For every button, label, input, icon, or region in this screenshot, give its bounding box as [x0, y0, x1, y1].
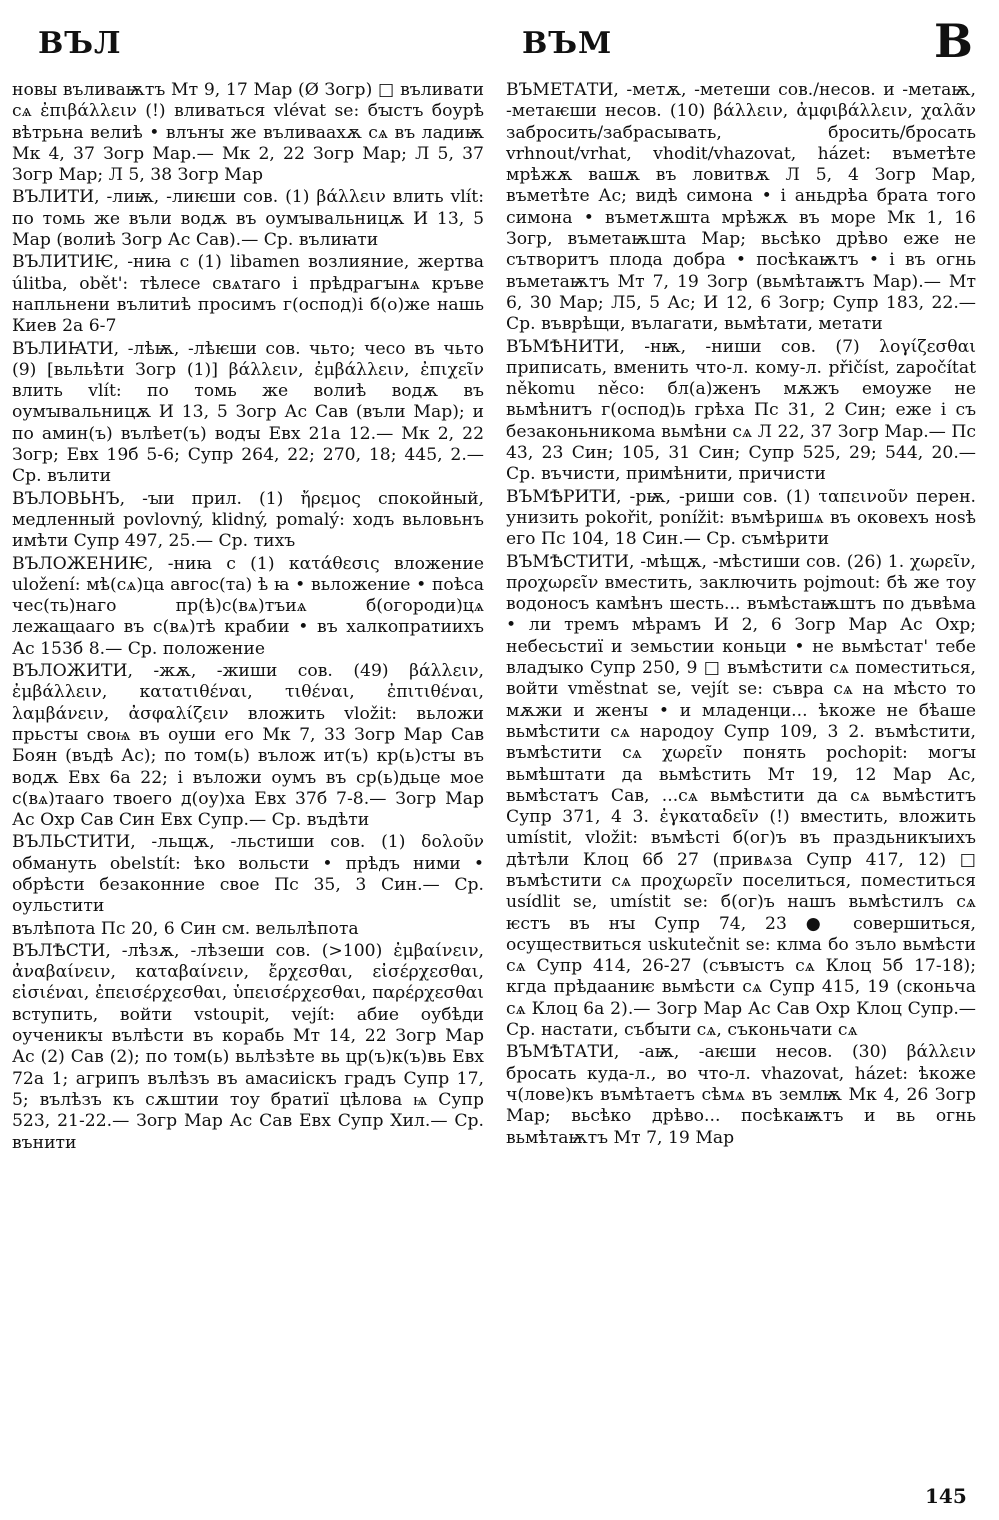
entry-vulitie: ВЪЛИТИѤ, -ниꙗ с (1) libamen возлияние, жертва úlitba, obět': тѣлесе свѧтаго і прѣдрагꙑнѧ кръве напльнени вълитиѣ просимъ г(оспод)і б(о)же нашь Киев 2а 6-7	[12, 252, 484, 337]
entry-vumestiti: ВЪМѢСТИТИ, -мѣщѫ, -мѣстиши сов. (26) 1. χωρεῖν, προχωρεῖν вместить, заключить pojmout: бѣ же тоу водоносъ камѣнъ шесть... въмѣстаѭштъ по дъвѣма • ли тремъ мѣрамъ И 2, 6 Зогр Мар Ас Охр; небесьстиї и земьстии коньци • не вьмѣстат' тебе владꙑко Супр 250, 9 □ въмѣстити сѧ поместиться, войти vměstnat se, vejít se: съвра сѧ на мѣсто то мѫжи и женꙑ • и младенци... ѣкоже не бѣаше вьмѣстити сѧ народоу Супр 109, 3 2. въмѣстити, въмѣстити сѧ χωρεῖν понять pochopit: могꙑ вьмѣштати да вьмѣстить Мт 19, 12 Мар Ас, вьмѣстатъ Сав, ...сѧ вьмѣстити да сѧ вьмѣститъ Супр 371, 4 3. ἐγκαταδεῖν (!) вместить, вложить umístit, vložit: въмѣсті б(ог)ъ въ праздьникꙑихъ дѣтѣли Клоц 6б 27 (привѧза Супр 417, 12) □ въмѣстити сѧ προχωρεῖν поселиться, поместиться usídlit se, umístit se: б(ог)ъ нашъ вьмѣстилъ сѧ ѥстъ въ нꙑ Супр 74, 23 ● совершиться, осуществиться uskutečnit se: клма бо зъло вьмѣсти сѧ Супр 414, 26-27 (съвꙑстъ сѧ Клоц 5б 17-18); кгда прѣдааниѥ вьмѣсти сѧ Супр 415, 19 (сконьча сѧ Клоц 6а 2).— Зогр Мар Ас Сав Охр Клоц Супр.— Ср. настати, събꙑти сѧ, съконьчати сѧ	[506, 551, 976, 1041]
entry-vulozhenie: ВЪЛОЖЕНИѤ, -ниꙗ с (1) κατάθεσις вложение uložení: мѣ(сѧ)ца авгос(та) ѣ ꙗ • вьложение • поѣса чес(ть)наго пр(ѣ)с(вѧ)тъиѧ б(огороди)цѧ лежащааго въ с(вѧ)тѣ крабии • въ халкопратиихъ Ас 153б 8.— Ср. положение	[12, 553, 484, 659]
entry-vulovinu: ВЪЛОВЬНЪ, -ꙑи прил. (1) ἤρεμος спокойный, медленный povlovný, klidný, pomalý: ходъ вьловьнъ имѣти Супр 497, 25.— Ср. тихъ	[12, 488, 484, 552]
left-column	[12, 80, 484, 1155]
page-header	[0, 14, 999, 74]
entry-vuliti: ВЪЛИТИ, -лиѭ, -лиѥши сов. (1) βάλλειν влить vlít: по томь же въли водѫ въ оумꙑвальницѫ И 13, 5 Мар (волиѣ Зогр Ас Сав).— Ср. вълиꙗти	[12, 187, 484, 251]
section-letter: В	[934, 14, 973, 68]
entry-vulistiti: ВЪЛЬСТИТИ, -льщѫ, -льстиши сов. (1) δολοῦν обмануть obelstít: ѣко вольсти • прѣдъ ними • обрѣсти безаконние свое Пс 35, 3 Син.— Ср. оульстити	[12, 832, 484, 917]
entry-vulesti: ВЪЛѢСТИ, -лѣзѫ, -лѣзеши сов. (>100) ἐμβαίνειν, ἀναβαίνειν, καταβαίνειν, ἔρχεσθαι, εἰσέρχεσθαι, εἰσιέναι, ἐπεισέρχεσθαι, ὑπεισέρχεσθαι, παρέρχεσθαι вступить, войти vstoupit, vejít: абие оубѣди оученикꙑ вълѣсти въ корабь Мт 14, 22 Зогр Мар Ас (2) Сав (2); по том(ь) вьлѣзѣте вь цр(ъ)к(ъ)вь Евх 72а 1; агрипъ вълѣзъ въ амасиiскъ градъ Супр 17, 5; вълѣзъ къ сѫштии тоу братиї цѣлова ѩ Супр 523, 21-22.— Зогр Мар Ас Сав Евх Супр Хил.— Ср. вънити	[12, 940, 484, 1153]
entry-vulozhiti: ВЪЛОЖИТИ, -жѫ, -жиши сов. (49) βάλλειν, ἐμβάλλειν, κατατιθέναι, τιθέναι, ἐπιτιθέναι, λαμβάνειν, ἀσφαλίζειν вложить vložit: вьложи прьстꙑ своѩ въ оуши его Мк 7, 33 Зогр Мар Сав Боян (въдѣ Ас); по том(ь) вълож ит(ъ) кр(ь)стꙑ въ водѫ Евх 6а 22; і въложи оумъ въ ср(ь)дьце мое с(вѧ)тааго твоего д(оу)ха Евх 37б 7-8.— Зогр Мар Ас Охр Сав Син Евх Супр.— Ср. въдѣти	[12, 661, 484, 831]
entry-continuation: новы въливаѭтъ Мт 9, 17 Мар (Ø Зогр) □ въливати сѧ ἐπιβάλλειν (!) вливаться vlévat se: бꙑстъ боурѣ вѣтрьна велиѣ • влънꙑ же въливаахѫ сѧ въ ладиѭ Мк 4, 37 Зогр Мар.— Мк 2, 22 Зогр Мар; Л 5, 37 Зогр Мар; Л 5, 38 Зогр Мар	[12, 80, 484, 186]
right-column	[506, 80, 976, 1150]
left-running-head: ВЪЛ	[38, 26, 122, 61]
entry-vumetati: ВЪМЕТАТИ, -метѫ, -метеши сов./несов. и -метаѭ, -метаѥши несов. (10) βάλλειν, ἀμφιβάλλειν, χαλᾶν забросить/забрасывать, бросить/бросать vrhnout/vrhat, vhodit/vhazovat, házet: въметѣте мрѣжѫ вашѫ въ ловитвѫ Л 5, 4 Зогр Мар, въметѣте Ас; видѣ симона • і аньдрѣа брата того симона • въметѫшта мрѣжѫ въ море Мк 1, 16 Зогр, въметаѭшта Мар; вьсѣко дрѣво еже не сътворитъ плода добра • посѣкаѭтъ • і въ огнь въметаѭтъ Мт 7, 19 Зогр (вьмѣтаѭтъ Мар).— Мт 6, 30 Мар; Л5, 5 Ас; И 12, 6 Зогр; Супр 183, 22.— Ср. въврѣщи, вълагати, вьмѣтати, метати	[506, 80, 976, 335]
entry-vulepota: вълѣпота Пс 20, 6 Син см. вельлѣпота	[12, 918, 359, 939]
entry-vumeniti: ВЪМѢНИТИ, -нѭ, -ниши сов. (7) λογίζεσθαι приписать, вменить что-л. кому-л. přičíst, započítat někomu něco: бл(а)женъ мѫжъ емоуже не вьмѣнитъ г(оспод)ь грѣха Пс 31, 2 Син; еже і съ безаконьникома вьмѣни сѧ Л 22, 37 Зогр Мар.— Пс 43, 23 Син; 105, 31 Син; Супр 525, 29; 544, 20.— Ср. въчисти, примѣнити, причисти	[506, 336, 976, 485]
entry-vumeriti: ВЪМѢРИТИ, -рѭ, -риши сов. (1) ταπεινοῦν перен. унизить pokořit, ponížit: въмѣришѧ въ оковехъ ноѕѣ его Пс 104, 18 Син.— Ср. съмѣрити	[506, 486, 976, 550]
entry-vumetati-2: ВЪМѢТАТИ, -аѭ, -аѥши несов. (30) βάλλειν бросать куда-л., во что-л. vhazovat, házet: ѣкоже ч(лове)къ въмѣтаетъ сѣмѧ въ землѭ Мк 4, 26 Зогр Мар; вьсѣко дрѣво... посѣкаѭтъ и вь огнь вьмѣтаѭтъ Мт 7, 19 Мар	[506, 1042, 976, 1148]
page-number: 145	[925, 1484, 967, 1508]
right-running-head: ВЪМ	[522, 26, 613, 61]
entry-vuliiati: ВЪЛИꙖТИ, -лѣѭ, -лѣѥши сов. чьто; чесо въ чьто (9) [вьльѣти Зогр (1)] βάλλειν, ἐμβάλλειν, ἐπιχεῖν влить vlít: по томь же волиѣ водѫ въ оумꙑвальницѫ И 13, 5 Зогр Ас Сав (въли Мар); и по амин(ъ) вълѣет(ъ) водꙑ Евх 21а 12.— Мк 2, 22 Зогр; Евх 19б 5-6; Супр 264, 22; 270, 18; 445, 2.— Ср. вълити	[12, 338, 484, 487]
